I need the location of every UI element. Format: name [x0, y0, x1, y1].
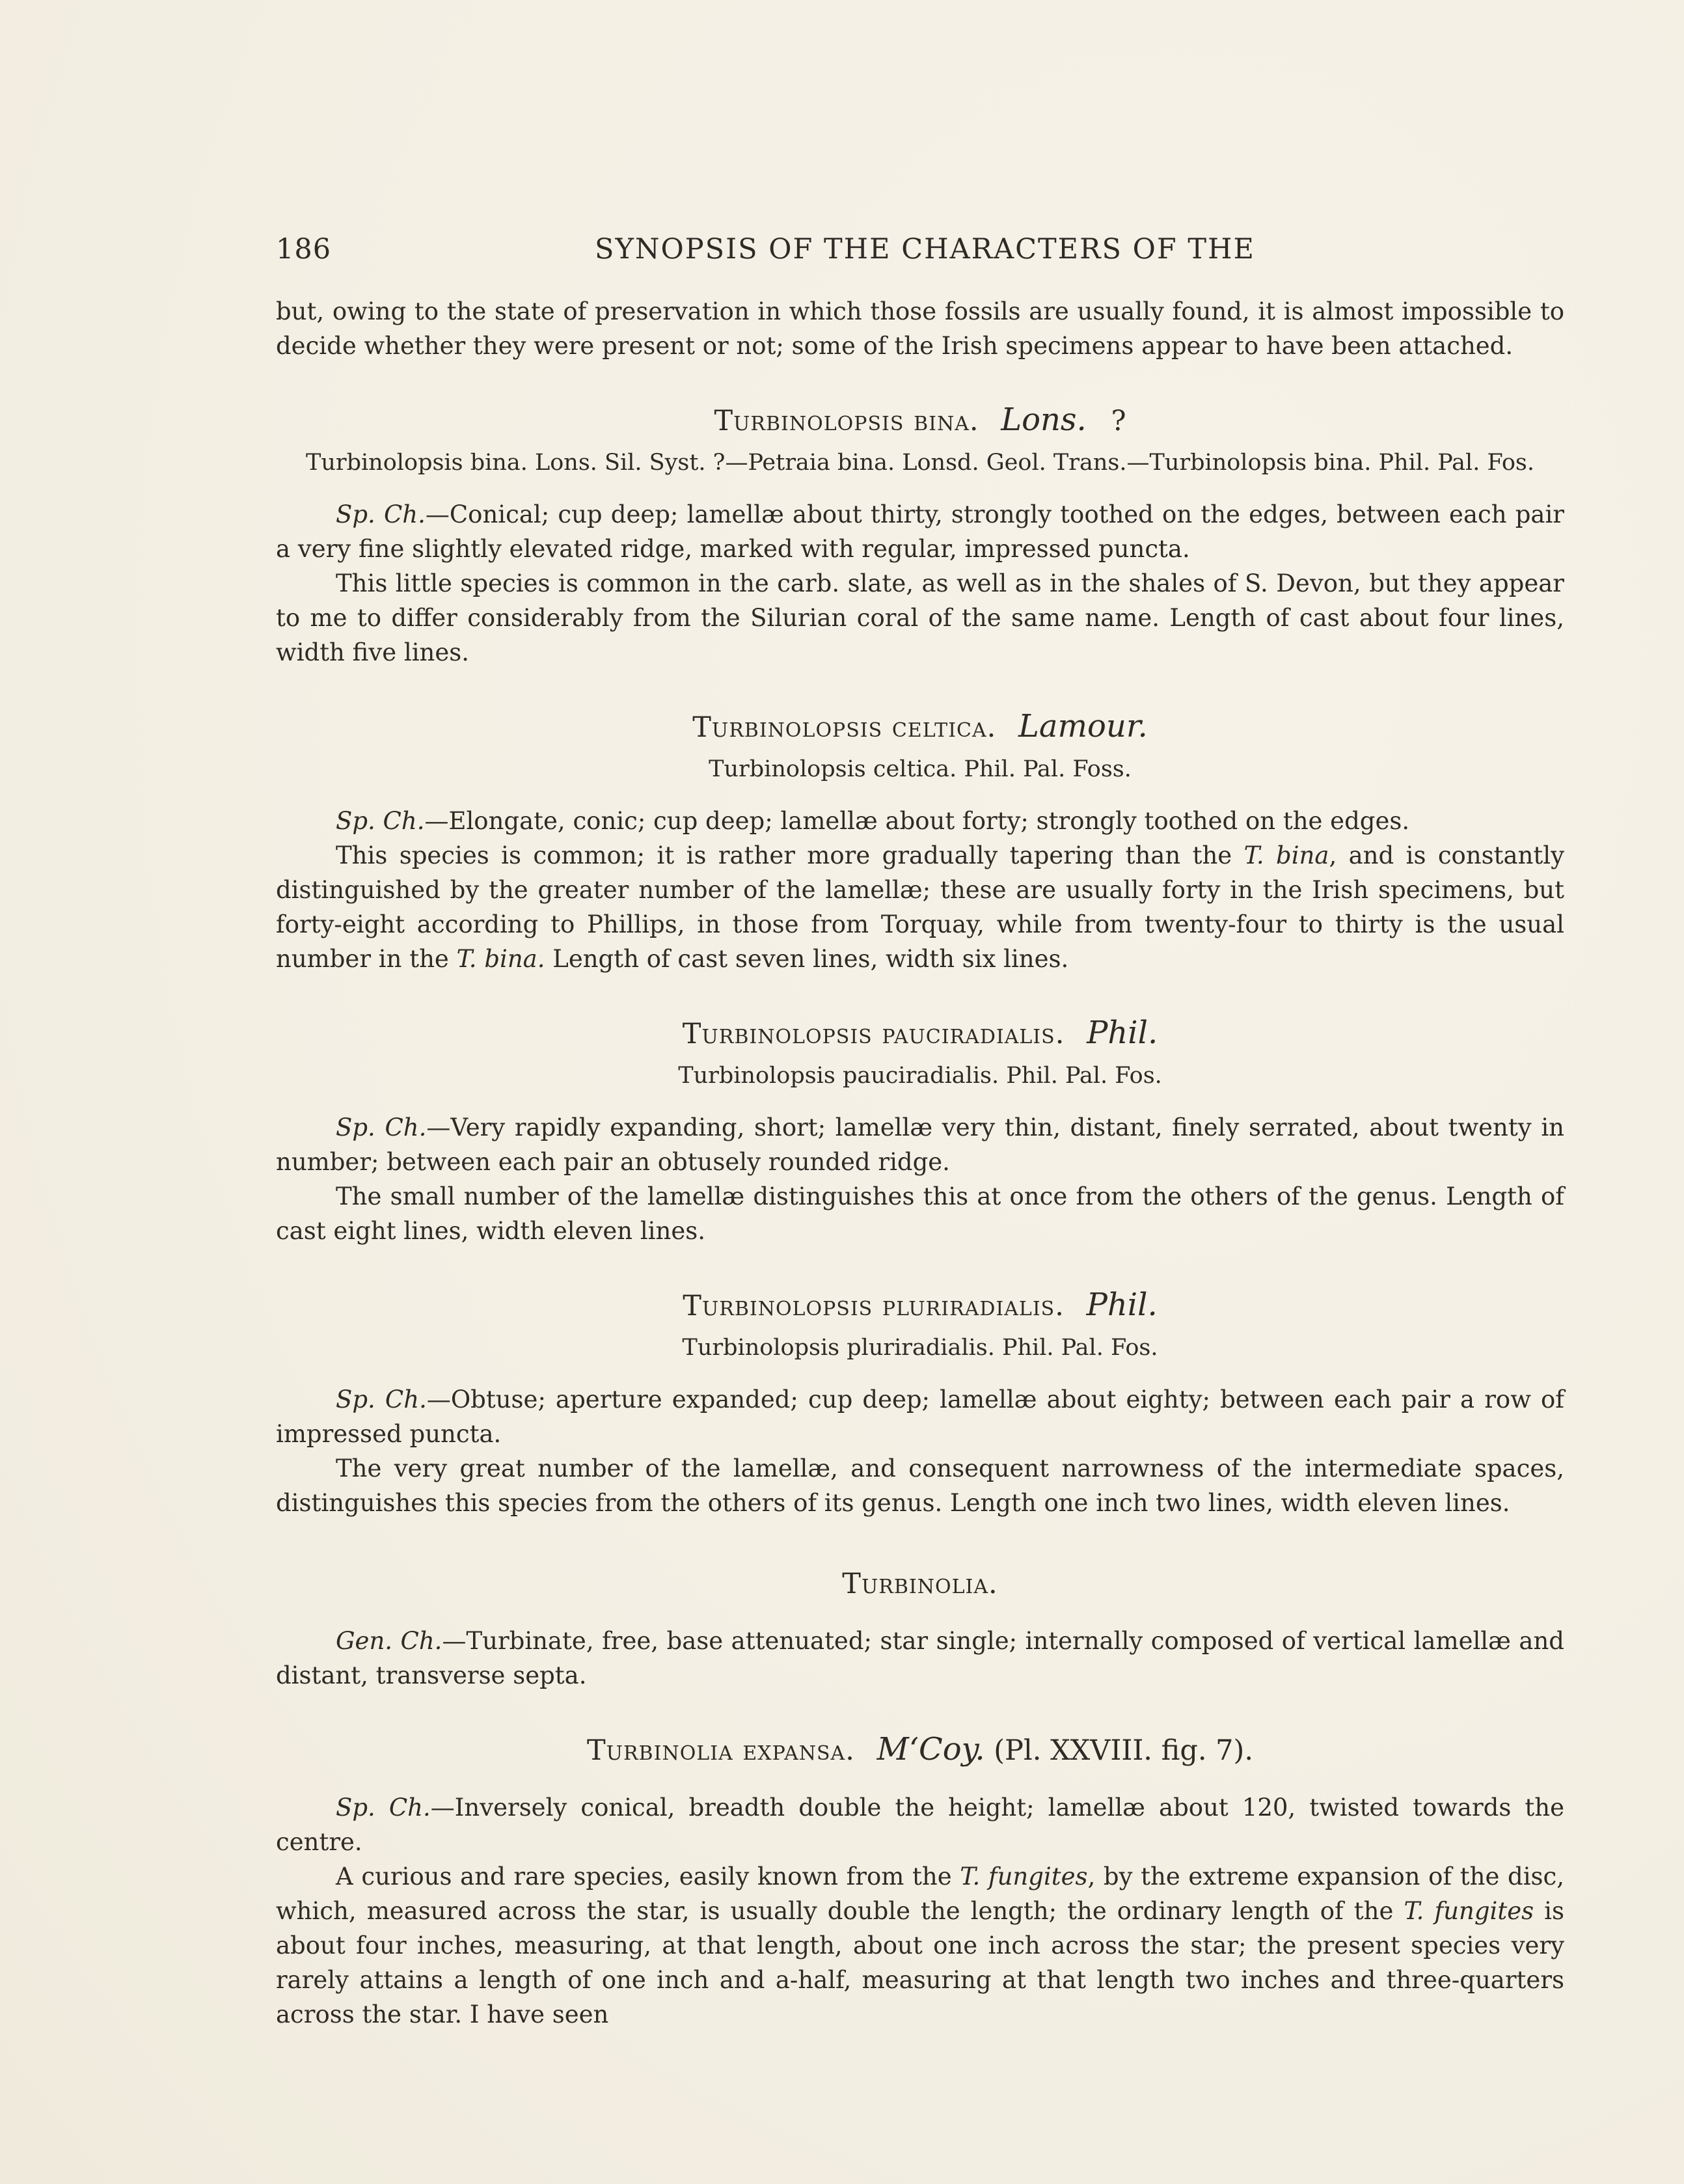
plate-reference: (Pl. XXVIII. fig. 7).	[994, 1734, 1253, 1767]
species-reference: T. fungites	[960, 1863, 1088, 1891]
specific-character-label: Sp. Ch.	[336, 1385, 427, 1413]
genus-name: Turbinolia.	[842, 1568, 998, 1600]
species-author: Lamour.	[1018, 708, 1148, 744]
text-body	[276, 294, 1564, 2032]
species-reference: T. bina.	[456, 945, 545, 973]
remark-turbinolopsis-celtica	[276, 838, 1564, 976]
remark-turbinolopsis-bina: This little species is common in the carb. slate, as well as in the shales of S. Devon, but they appear to me to differ considerably from the Silurian coral of the same name. Length of cast about four lines, width five lines.	[276, 569, 1564, 666]
remark-middle: , and is constantly distinguished by the greater number of the lamellæ; these are usually forty in the Irish specimens, but forty-eight according to Phillips, in those from Torquay, while from twenty-four to thirty is the usual number in the	[276, 841, 1565, 973]
remark-turbinolopsis-pauciradialis: The small number of the lamellæ distinguishes this at once from the others of the genus. Length of cast eight lines, width eleven lines.	[276, 1182, 1564, 1245]
remark-end: Length of cast seven lines, width six lines.	[545, 945, 1069, 973]
specific-character-label: Sp. Ch.	[336, 807, 425, 835]
page-header	[276, 228, 1551, 273]
opening-paragraph: but, owing to the state of preservation in which those fossils are usually found, it is almost impossible to decide whether they were present or not; some of the Irish specimens appear to have been attached.	[276, 297, 1564, 360]
species-author: M‘Coy.	[876, 1731, 985, 1768]
species-heading-turbinolopsis-celtica	[276, 703, 1564, 751]
species-name: Turbinolopsis celtica.	[692, 711, 997, 744]
remark-start: This species is common; it is rather more gradually tapering than the	[336, 841, 1232, 869]
specific-character-label: Sp. Ch.	[336, 1794, 431, 1822]
specific-character-text: —Elongate, conic; cup deep; lamellæ about forty; strongly toothed on the edges.	[424, 807, 1410, 835]
species-reference: T. fungites	[1404, 1897, 1534, 1925]
specific-character-text: —Very rapidly expanding, short; lamellæ very thin, distant, finely serrated, about twenty in number; between each pair an obtusely rounded ridge.	[276, 1113, 1564, 1176]
specific-character-turbinolia-expansa	[276, 1790, 1564, 1859]
remark-turbinolia-expansa	[276, 1859, 1564, 2032]
generic-character-label: Gen. Ch.	[336, 1627, 442, 1655]
synonymy-turbinolopsis-celtica: Turbinolopsis celtica. Phil. Pal. Foss.	[709, 756, 1132, 782]
generic-character-turbinolia	[276, 1624, 1564, 1693]
specific-character-turbinolopsis-pluriradialis	[276, 1382, 1564, 1451]
species-name: Turbinolopsis pluriradialis.	[683, 1290, 1065, 1322]
species-name: Turbinolopsis bina.	[714, 405, 979, 437]
species-heading-turbinolopsis-bina	[276, 396, 1564, 444]
specific-character-text: —Inversely conical, breadth double the height; lamellæ about 120, twisted towards the centre.	[276, 1794, 1564, 1856]
genus-heading-turbinolia	[276, 1561, 1564, 1607]
species-author: Lons.	[1001, 402, 1087, 438]
remark-end: is about four inches, measuring, at that length, about one inch across the star; the present species very rarely attains a length of one inch and a-half, measuring at that length two inches and three-quarters across the star. I have seen	[276, 1897, 1564, 2028]
species-author: Phil.	[1087, 1015, 1158, 1051]
spacer	[276, 1366, 1564, 1382]
species-query: ?	[1111, 405, 1126, 437]
specific-character-label: Sp. Ch.	[336, 500, 426, 528]
specific-character-turbinolopsis-bina	[276, 497, 1564, 566]
species-heading-turbinolopsis-pauciradialis	[276, 1009, 1564, 1058]
species-name: Turbinolia expansa.	[587, 1734, 855, 1767]
spacer	[276, 787, 1564, 804]
spacer	[276, 1774, 1564, 1790]
species-heading-turbinolia-expansa	[276, 1726, 1564, 1774]
spacer	[276, 481, 1564, 497]
synonymy-turbinolopsis-bina: Turbinolopsis bina. Lons. Sil. Syst. ?—Petraia bina. Lonsd. Geol. Trans.—Turbinolopsis bina. Phil. Pal. Fos.	[305, 450, 1535, 476]
species-heading-turbinolopsis-pluriradialis	[276, 1281, 1564, 1330]
running-head: SYNOPSIS OF THE CHARACTERS OF THE	[595, 233, 1255, 266]
remark-start: A curious and rare species, easily known from the	[336, 1863, 952, 1891]
page-number: 186	[276, 233, 332, 266]
remark-middle: , by the extreme expansion of the disc, which, measured across the star, is usually double the length; the ordinary length of the	[276, 1863, 1565, 1925]
spacer	[276, 1094, 1564, 1110]
species-reference: T. bina	[1243, 841, 1329, 869]
specific-character-label: Sp. Ch.	[336, 1113, 427, 1141]
synonymy-turbinolopsis-pluriradialis: Turbinolopsis pluriradialis. Phil. Pal. Fos.	[682, 1335, 1158, 1361]
specific-character-turbinolopsis-celtica	[276, 804, 1564, 838]
synonymy-turbinolopsis-pauciradialis: Turbinolopsis pauciradialis. Phil. Pal. Fos.	[678, 1063, 1162, 1089]
remark-turbinolopsis-pluriradialis: The very great number of the lamellæ, and consequent narrowness of the intermediate spaces, distinguishes this species from the others of its genus. Length one inch two lines, width eleven lines.	[276, 1454, 1564, 1517]
spacer	[276, 1607, 1564, 1624]
generic-character-text: —Turbinate, free, base attenuated; star single; internally composed of vertical lamellæ and distant, transverse septa.	[276, 1627, 1564, 1689]
species-author: Phil.	[1086, 1287, 1158, 1323]
specific-character-text: —Conical; cup deep; lamellæ about thirty, strongly toothed on the edges, between each pair a very fine slightly elevated ridge, marked with regular, impressed puncta.	[276, 500, 1564, 563]
specific-character-text: —Obtuse; aperture expanded; cup deep; lamellæ about eighty; between each pair a row of impressed puncta.	[276, 1385, 1564, 1448]
species-name: Turbinolopsis pauciradialis.	[682, 1018, 1065, 1050]
specific-character-turbinolopsis-pauciradialis	[276, 1110, 1564, 1179]
